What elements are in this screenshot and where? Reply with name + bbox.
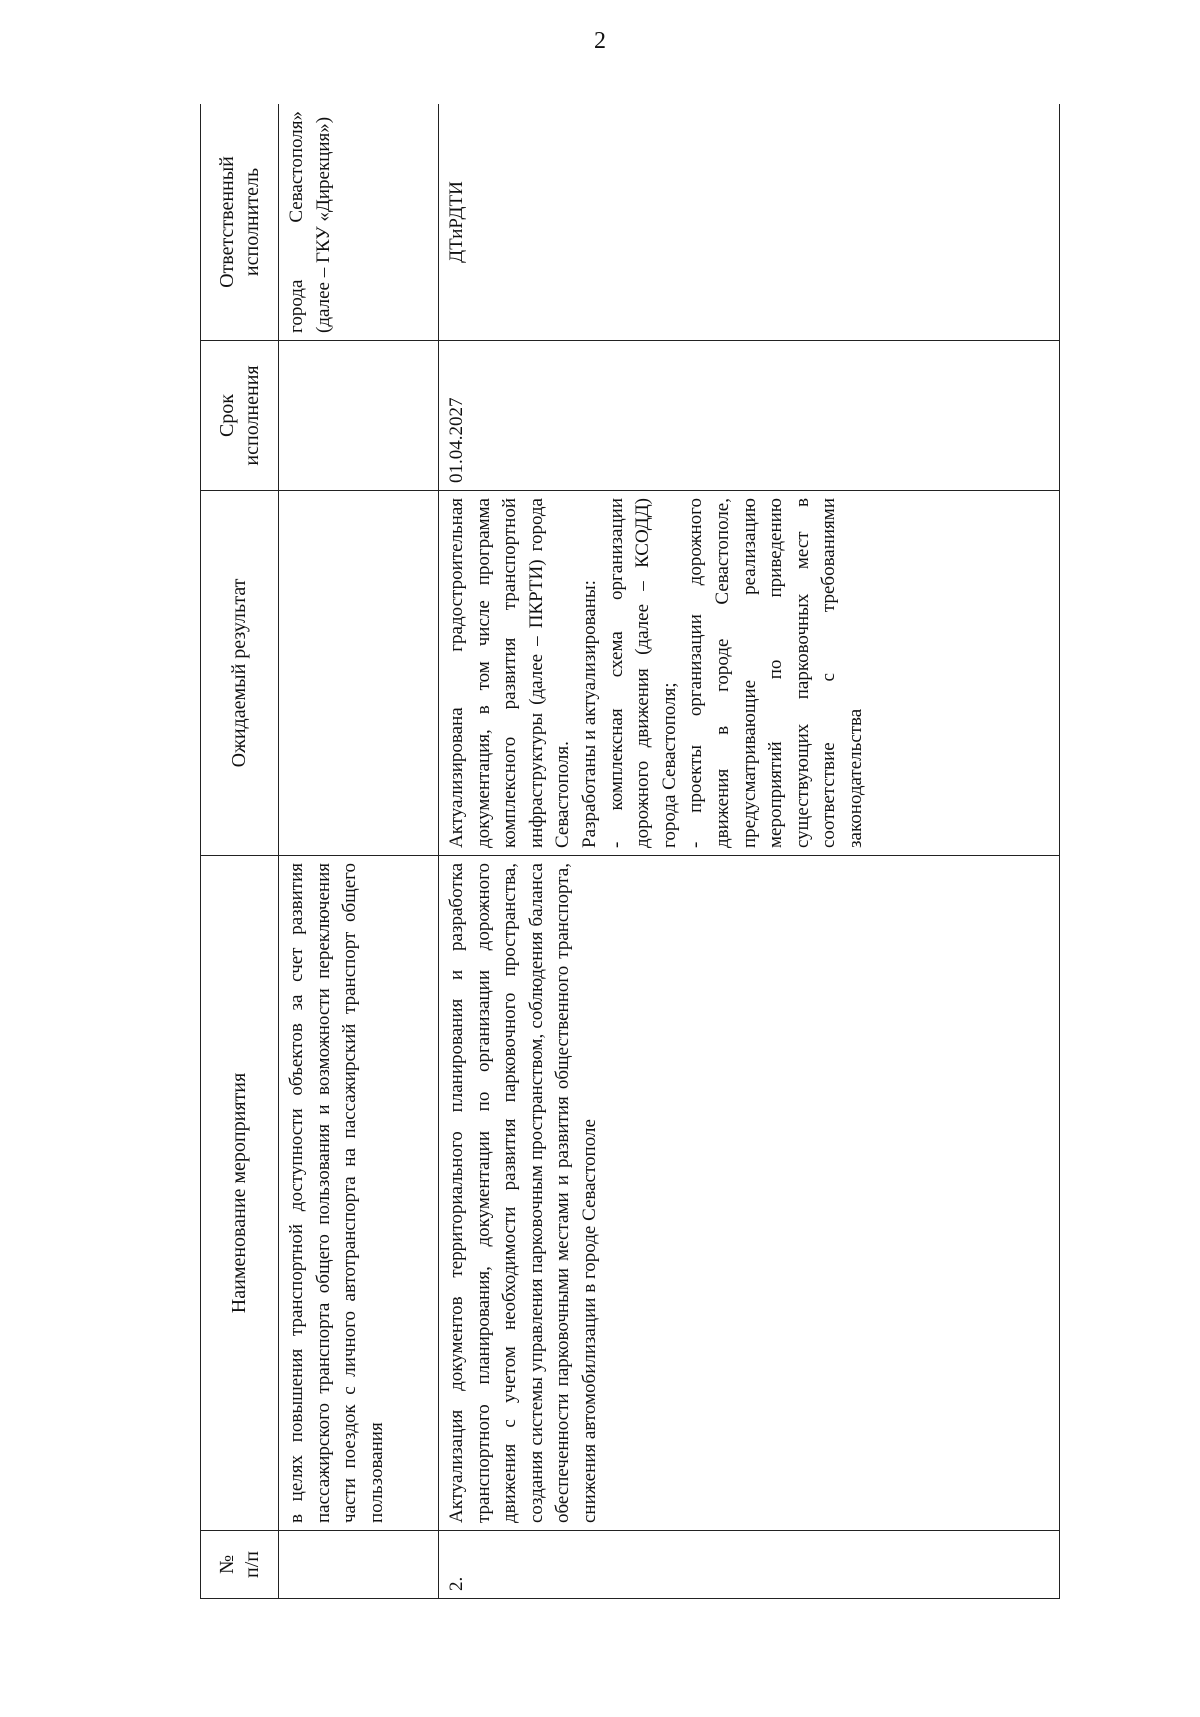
header-result: Ожидаемый результат — [201, 491, 279, 856]
page-number: 2 — [594, 28, 606, 54]
header-deadline: Срок исполнения — [201, 341, 279, 491]
cell-responsible: города Севастополя» (далее – ГКУ «Дирекция») — [279, 104, 439, 341]
table-frame — [200, 104, 1060, 1599]
cell-responsible: ДТиРДТИ — [439, 104, 1060, 341]
rotated-table-container — [200, 104, 1060, 1599]
table-row — [439, 104, 1060, 1599]
cell-result: Актуализирована градостроительная документация, в том числе программа комплексного развития транспортной инфраструктуры (далее – ПКРТИ) города Севастополя. Разработаны и актуализированы: - комплексная схема организации дорожного движения (далее – КСОДД) города Севастополя; - проекты организации дорожного движения в городе Севастополе, предусматривающие реализацию мероприятий по приведению существующих парковочных мест в соответствие с требованиями законодательства — [439, 491, 1060, 856]
header-num: № п/п — [201, 1531, 279, 1599]
events-table — [200, 104, 1060, 1599]
cell-name: Актуализация документов территориального планирования и разработка транспортного планирования, документации по организации дорожного движения с учетом необходимости развития парковочного пространства, создания системы управления парковочным пространством, соблюдения баланса обеспеченности парковочными местами и развития общественного транспорта, снижения автомобилизации в городе Севастополе — [439, 856, 1060, 1531]
cell-result — [279, 491, 439, 856]
cell-deadline — [279, 341, 439, 491]
header-responsible: Ответственный исполнитель — [201, 104, 279, 341]
header-name: Наименование мероприятия — [201, 856, 279, 1531]
cell-num — [279, 1531, 439, 1599]
cell-name: в целях повышения транспортной доступности объектов за счет развития пассажирского транспорта общего пользования и возможности переключения части поездок с личного автотранспорта на пассажирский транспорт общего пользования — [279, 856, 439, 1531]
cell-deadline: 01.04.2027 — [439, 341, 1060, 491]
table-header-row — [201, 104, 279, 1599]
table-row — [279, 104, 439, 1599]
cell-num: 2. — [439, 1531, 1060, 1599]
